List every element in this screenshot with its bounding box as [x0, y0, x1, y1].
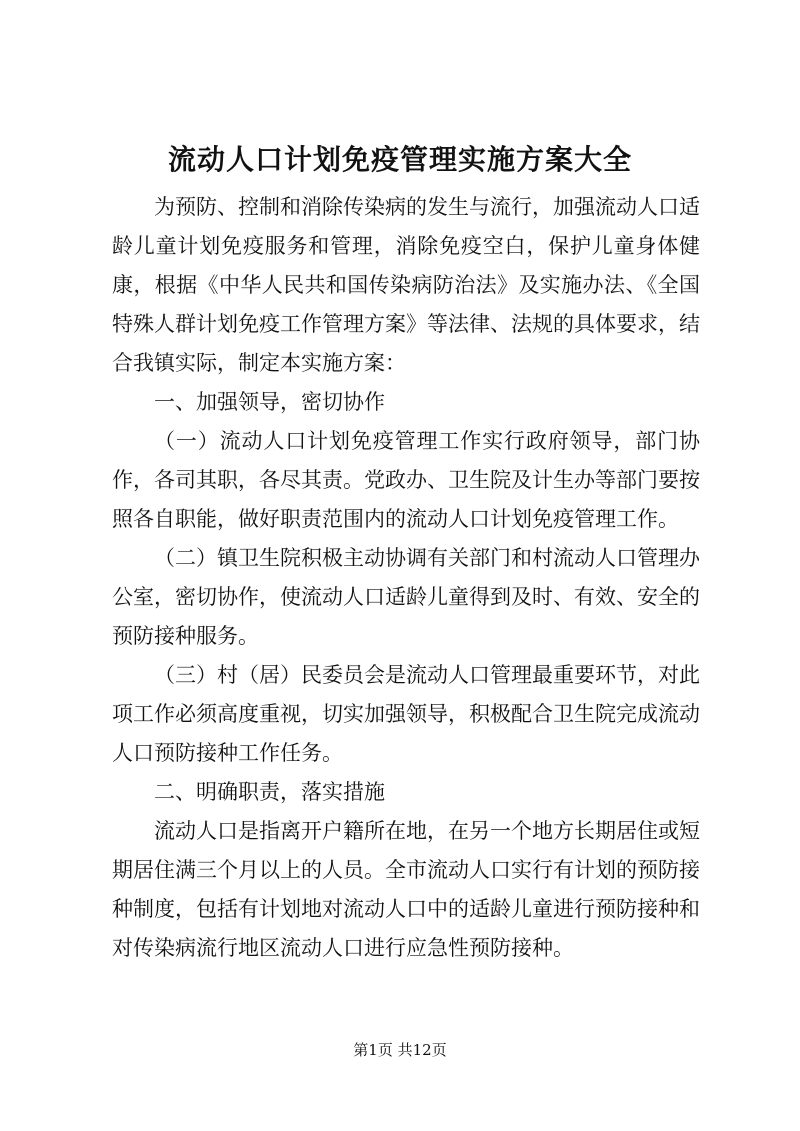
subsection-3-paragraph: （三）村（居）民委员会是流动人口管理最重要环节，对此项工作必须高度重视，切实加强领导，积极配合卫生院完成流动人口预防接种工作任务。	[112, 663, 700, 765]
subsection-1-paragraph: （一）流动人口计划免疫管理工作实行政府领导，部门协作，各司其职，各尽其责。党政办、卫生院及计生办等部门要按照各自职能，做好职责范围内的流动人口计划免疫管理工作。	[112, 429, 700, 531]
section-heading-1: 一、加强领导，密切协作	[154, 390, 385, 414]
intro-paragraph: 为预防、控制和消除传染病的发生与流行，加强流动人口适龄儿童计划免疫服务和管理，消除免疫空白，保护儿童身体健康，根据《中华人民共和国传染病防治法》及实施办法、《全国特殊人群计划免疫工作管理方案》等法律、法规的具体要求，结合我镇实际，制定本实施方案：	[112, 195, 700, 375]
section-heading-2: 二、明确职责，落实措施	[154, 780, 385, 804]
page-number-footer: 第1页 共12页	[353, 1041, 447, 1059]
subsection-2-paragraph: （二）镇卫生院积极主动协调有关部门和村流动人口管理办公室，密切协作，使流动人口适龄儿童得到及时、有效、安全的预防接种服务。	[112, 546, 700, 648]
section-2-paragraph: 流动人口是指离开户籍所在地，在另一个地方长期居住或短期居住满三个月以上的人员。全市流动人口实行有计划的预防接种制度，包括有计划地对流动人口中的适龄儿童进行预防接种和对传染病流行地区流动人口进行应急性预防接种。	[112, 819, 700, 960]
document-title: 流动人口计划免疫管理实施方案大全	[167, 143, 632, 176]
document-body	[112, 188, 700, 968]
